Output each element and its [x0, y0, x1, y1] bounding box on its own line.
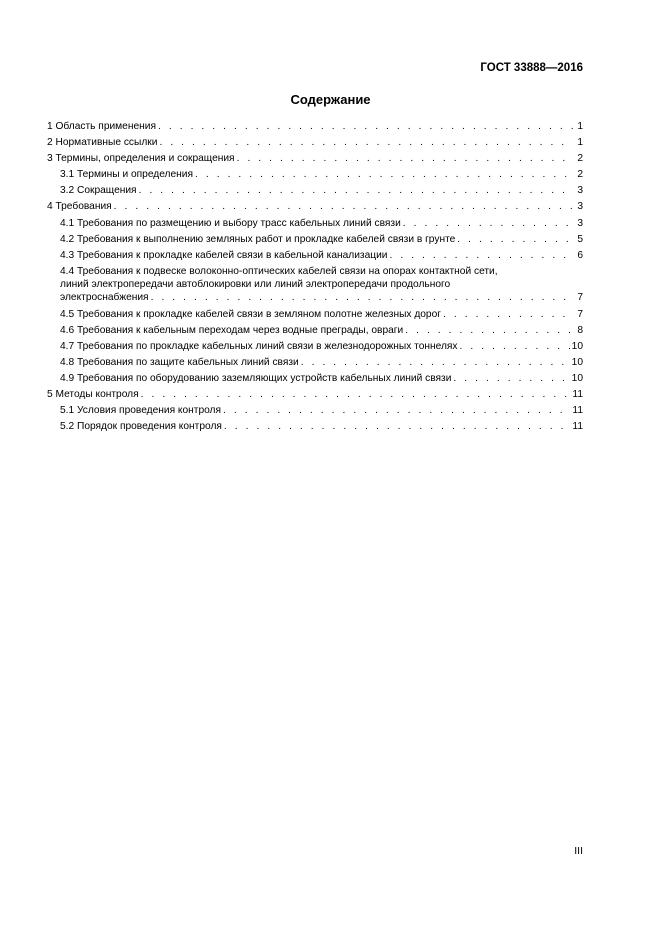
- toc-entry-4-6[interactable]: [47, 323, 583, 339]
- toc-entry-text: 4.2 Требования к выполнению земляных работ и прокладке кабелей связи в грунте: [60, 233, 456, 245]
- toc-page-number: 3: [577, 217, 583, 229]
- dot-leader: [141, 387, 571, 403]
- toc-entry-1[interactable]: [47, 119, 583, 135]
- toc-page-number: 1: [577, 121, 583, 132]
- toc-title: Содержание: [290, 92, 371, 107]
- dot-leader: [224, 419, 571, 435]
- toc-entry-text: 3.2 Сокращения: [60, 185, 137, 197]
- toc-page-number: 3: [577, 201, 583, 213]
- toc-page-number: 10: [571, 373, 583, 385]
- toc-entry-text: 5 Методы контроля: [47, 389, 139, 401]
- toc-entry-text: 4.8 Требования по защите кабельных линий связи: [60, 357, 299, 369]
- toc-entry-text: 5.2 Порядок проведения контроля: [60, 421, 222, 433]
- dot-leader: [405, 323, 573, 339]
- dot-leader: [237, 151, 573, 167]
- toc-entry-text: 4.5 Требования к прокладке кабелей связи в земляном полотне железных дорог: [60, 308, 441, 320]
- dot-leader: [139, 183, 573, 199]
- toc-entry-text: 3.1 Термины и определения: [60, 169, 193, 181]
- toc-entry-line: линий электропередачи автоблокировки или линий электропередачи продольного: [60, 279, 451, 291]
- toc-entry-text-block: [60, 265, 583, 305]
- dot-leader: [158, 119, 573, 135]
- dot-leader: [195, 167, 573, 183]
- toc-entry-2[interactable]: [47, 135, 583, 151]
- toc-entry-text: 4.7 Требования по прокладке кабельных линий связи в железнодорожных тоннелях: [60, 340, 458, 352]
- dot-leader: [389, 248, 573, 264]
- toc-page-number: 1: [577, 137, 583, 149]
- dot-leader: [159, 135, 573, 151]
- toc-entry-3[interactable]: [47, 151, 583, 167]
- toc-entry-4-8[interactable]: [47, 355, 583, 371]
- toc-page-number: 3: [577, 185, 583, 197]
- toc-entry-4-1[interactable]: [47, 216, 583, 232]
- toc-entry-4-3[interactable]: [47, 248, 583, 264]
- toc-page-number: 5: [577, 233, 583, 245]
- toc-entry-5[interactable]: [47, 387, 583, 403]
- toc-entry-text: 2 Нормативные ссылки: [47, 137, 158, 149]
- toc-page-number: 11: [572, 405, 583, 417]
- toc-entry-text: 5.1 Условия проведения контроля: [60, 405, 222, 417]
- toc-entry-last-line: [60, 291, 583, 304]
- toc-page-number: 2: [577, 153, 583, 165]
- toc-entry-line: электроснабжения: [60, 292, 149, 304]
- toc-page-number: 10: [571, 357, 583, 369]
- toc-entry-3-2[interactable]: [47, 183, 583, 199]
- toc-page-number: 11: [572, 421, 583, 433]
- toc-page-number: 6: [577, 249, 583, 261]
- dot-leader: [453, 371, 569, 387]
- toc-page-number: 11: [572, 389, 583, 401]
- dot-leader: [114, 199, 573, 215]
- toc-entry-text: 4 Требования: [47, 201, 112, 213]
- toc-entry-line: 4.4 Требования к подвеске волоконно-оптических кабелей связи на опорах контактной сети,: [60, 265, 498, 277]
- toc-page-number: 2: [577, 169, 583, 181]
- toc-entry-4-5[interactable]: [47, 307, 583, 323]
- toc-page-number: 10: [571, 340, 583, 352]
- toc-entry-text: 4.3 Требования к прокладке кабелей связи в кабельной канализации: [60, 249, 388, 261]
- toc-entry-5-1[interactable]: [47, 403, 583, 419]
- toc-entry-text: 3 Термины, определения и сокращения: [47, 153, 235, 165]
- toc-entry-4[interactable]: [47, 199, 583, 215]
- dot-leader: [301, 355, 570, 371]
- toc-entry-4-9[interactable]: [47, 371, 583, 387]
- toc-entry-text: 4.9 Требования по оборудованию заземляющих устройств кабельных линий связи: [60, 373, 452, 385]
- toc-entry-text: 4.6 Требования к кабельным переходам через водные преграды, овраги: [60, 324, 404, 336]
- standard-code: ГОСТ 33888—2016: [480, 62, 583, 74]
- toc-page-number: 7: [577, 308, 583, 320]
- toc-entry-text: 4.1 Требования по размещению и выбору трасс кабельных линий связи: [60, 217, 401, 229]
- toc-page-number: 8: [577, 324, 583, 336]
- toc-entry-4-4[interactable]: [47, 264, 583, 307]
- toc-entry-5-2[interactable]: [47, 419, 583, 435]
- dot-leader: [443, 307, 573, 323]
- toc-entry-4-2[interactable]: [47, 232, 583, 248]
- dot-leader: [457, 232, 573, 248]
- toc-entry-3-1[interactable]: [47, 167, 583, 183]
- dot-leader: [223, 403, 570, 419]
- table-of-contents: [47, 119, 583, 435]
- toc-entry-text: 1 Область применения: [47, 121, 156, 132]
- toc-entry-4-7[interactable]: [47, 339, 583, 355]
- dot-leader: [403, 216, 573, 232]
- toc-page-number: 7: [577, 292, 583, 304]
- dot-leader: [460, 339, 570, 355]
- dot-leader: [151, 291, 573, 304]
- page-number-footer: III: [574, 845, 583, 857]
